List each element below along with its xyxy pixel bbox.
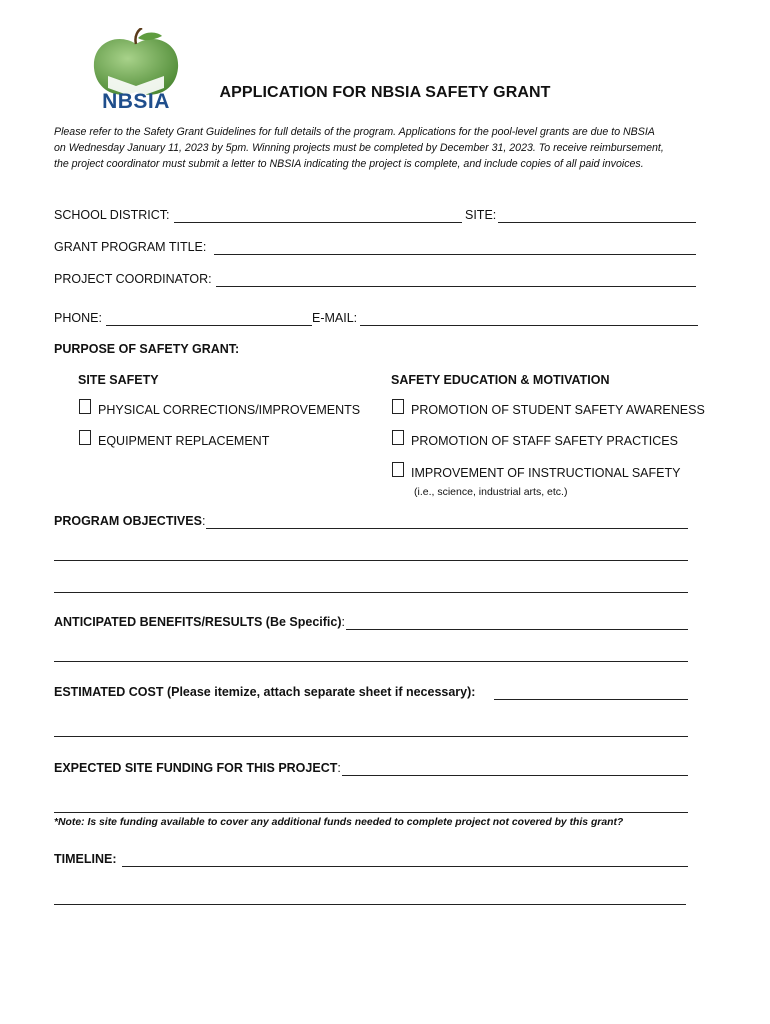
- instructional-safety-label: IMPROVEMENT OF INSTRUCTIONAL SAFETY: [411, 466, 681, 480]
- student-awareness-label: PROMOTION OF STUDENT SAFETY AWARENESS: [411, 403, 705, 417]
- expected-funding-label: EXPECTED SITE FUNDING FOR THIS PROJECT:: [54, 761, 341, 775]
- program-objectives-label: PROGRAM OBJECTIVES:: [54, 514, 206, 528]
- intro-line-1: Please refer to the Safety Grant Guidelines for full details of the program. Applications for the pool-level grants are due to NBSIA: [54, 126, 655, 138]
- page-title: APPLICATION FOR NBSIA SAFETY GRANT: [219, 84, 551, 101]
- equipment-replacement-label: EQUIPMENT REPLACEMENT: [98, 434, 270, 448]
- anticipated-benefits-field[interactable]: [346, 629, 688, 630]
- physical-corrections-checkbox[interactable]: [79, 399, 91, 414]
- anticipated-benefits-line-2[interactable]: [54, 661, 688, 662]
- anticipated-benefits-label: ANTICIPATED BENEFITS/RESULTS (Be Specific):: [54, 615, 346, 629]
- school-district-field[interactable]: [174, 222, 462, 223]
- program-objectives-line-2[interactable]: [54, 560, 688, 561]
- staff-practices-label: PROMOTION OF STAFF SAFETY PRACTICES: [411, 434, 678, 448]
- intro-line-3: the project coordinator must submit a letter to NBSIA indicating the project is complete, and include copies of all paid invoices.: [54, 158, 644, 170]
- site-label: SITE:: [465, 208, 497, 222]
- expected-funding-line-2[interactable]: [54, 812, 688, 813]
- timeline-field[interactable]: [122, 866, 688, 867]
- intro-line-2: on Wednesday January 11, 2023 by 5pm. Winning projects must be completed by December 31, 2023. To receive reimbursement,: [54, 142, 664, 154]
- instructional-safety-checkbox[interactable]: [392, 462, 404, 477]
- funding-note: *Note: Is site funding available to cover any additional funds needed to complete project not covered by this grant?: [54, 817, 624, 828]
- grant-program-title-label: GRANT PROGRAM TITLE:: [54, 240, 207, 254]
- equipment-replacement-checkbox[interactable]: [79, 430, 91, 445]
- phone-label: PHONE:: [54, 311, 102, 325]
- estimated-cost-field[interactable]: [494, 699, 688, 700]
- timeline-line-2[interactable]: [54, 904, 686, 905]
- project-coordinator-label: PROJECT COORDINATOR:: [54, 272, 212, 286]
- intro-text: [54, 124, 724, 172]
- phone-field[interactable]: [106, 325, 312, 326]
- estimated-cost-line-2[interactable]: [54, 736, 688, 737]
- school-district-label: SCHOOL DISTRICT:: [54, 208, 170, 222]
- program-objectives-field[interactable]: [206, 528, 688, 529]
- purpose-heading: PURPOSE OF SAFETY GRANT:: [54, 342, 240, 356]
- nbsia-logo: [88, 28, 184, 118]
- estimated-cost-label: ESTIMATED COST (Please itemize, attach separate sheet if necessary):: [54, 685, 476, 699]
- education-heading: SAFETY EDUCATION & MOTIVATION: [391, 373, 610, 387]
- expected-funding-field[interactable]: [342, 775, 688, 776]
- instructional-safety-subnote: (i.e., science, industrial arts, etc.): [414, 486, 568, 498]
- logo-text: NBSIA: [102, 90, 170, 113]
- program-objectives-line-3[interactable]: [54, 592, 688, 593]
- staff-practices-checkbox[interactable]: [392, 430, 404, 445]
- site-field[interactable]: [498, 222, 696, 223]
- email-label: E-MAIL:: [312, 311, 358, 325]
- timeline-label: TIMELINE:: [54, 852, 117, 866]
- project-coordinator-field[interactable]: [216, 286, 696, 287]
- physical-corrections-label: PHYSICAL CORRECTIONS/IMPROVEMENTS: [98, 403, 361, 417]
- email-field[interactable]: [360, 325, 698, 326]
- site-safety-heading: SITE SAFETY: [78, 373, 159, 387]
- student-awareness-checkbox[interactable]: [392, 399, 404, 414]
- grant-program-title-field[interactable]: [214, 254, 696, 255]
